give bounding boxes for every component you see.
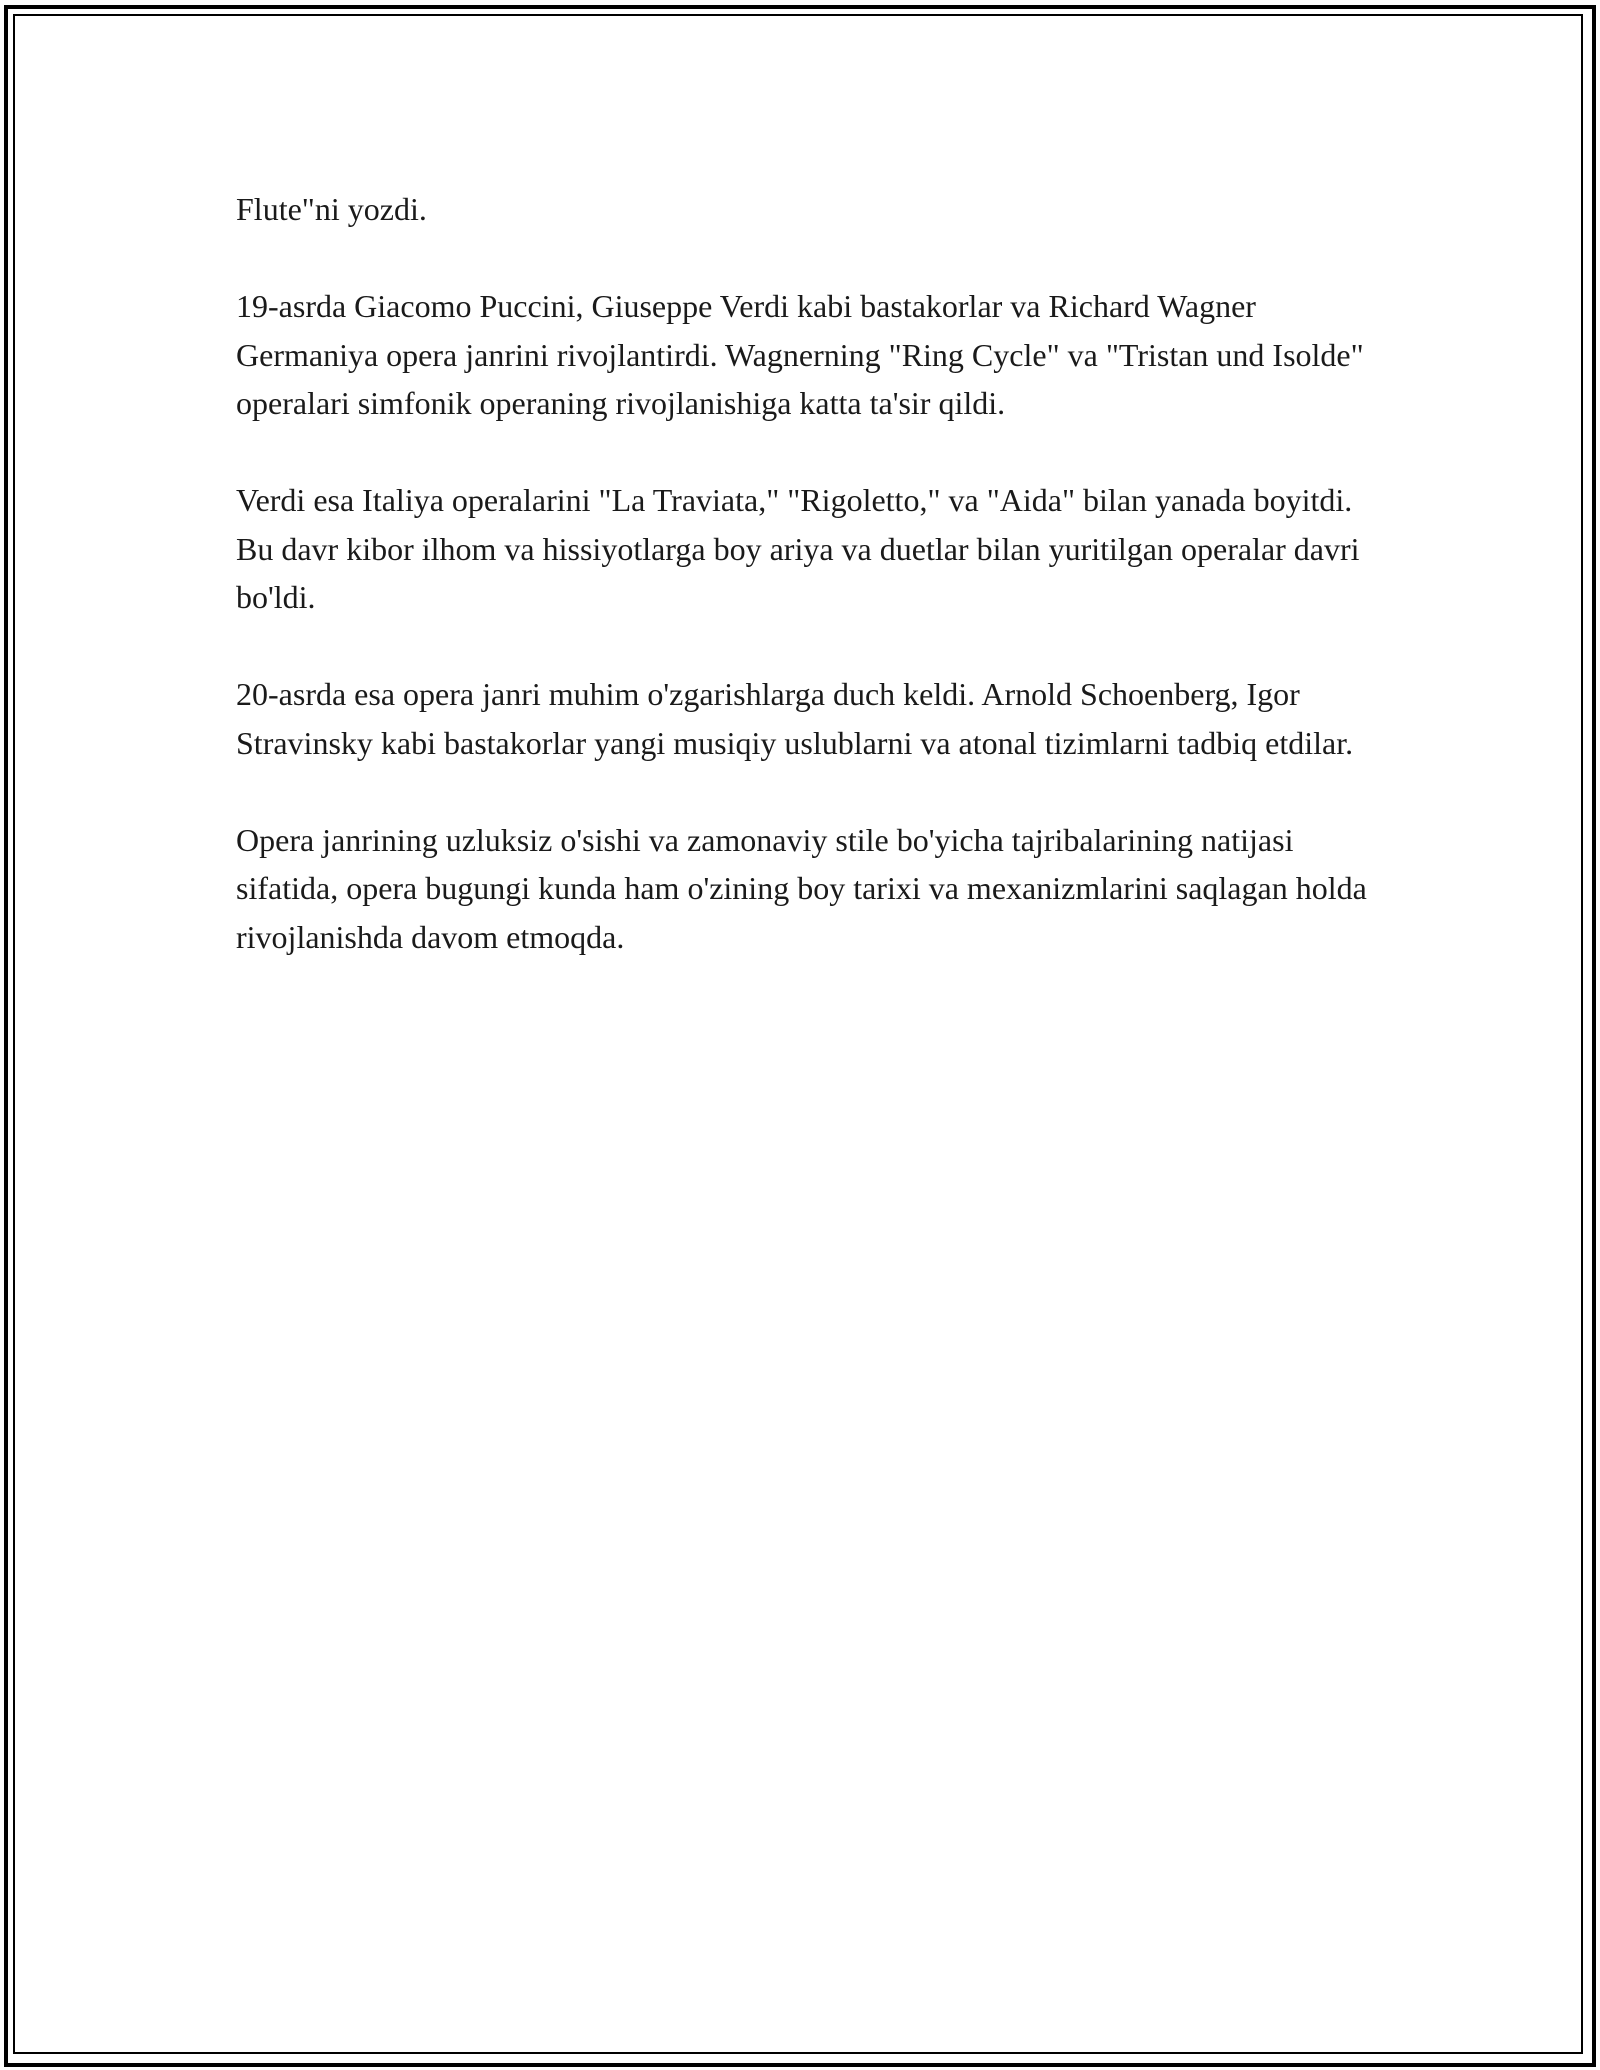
paragraph-19th-century: 19-asrda Giacomo Puccini, Giuseppe Verdi kabi bastakorlar va Richard Wagner Germaniya opera janrini rivojlantirdi. Wagnerning "Ring Cycle" va "Tristan und Isolde" operalari simfonik operaning rivojlanishiga katta ta'sir qildi.: [236, 288, 1364, 421]
paragraph-continuation: Flute"ni yozdi.: [236, 191, 427, 227]
paragraph-20th-century: 20-asrda esa opera janri muhim o'zgarishlarga duch keldi. Arnold Schoenberg, Igor Stravinsky kabi bastakorlar yangi musiqiy uslublarni va atonal tizimlarni tadbiq etdilar.: [236, 676, 1354, 761]
paragraph-verdi: Verdi esa Italiya operalarini "La Traviata," "Rigoletto," va "Aida" bilan yanada boyitdi. Bu davr kibor ilhom va hissiyotlarga boy ariya va duetlar bilan yuritilgan operalar davri bo'ldi.: [236, 482, 1360, 615]
paragraph-conclusion: Opera janrining uzluksiz o'sishi va zamonaviy stile bo'yicha tajribalarining natijasi sifatida, opera bugungi kunda ham o'zining boy tarixi va mexanizmlarini saqlagan holda rivojlanishda davom etmoqda.: [236, 821, 1367, 955]
document-body: [236, 185, 1376, 1010]
